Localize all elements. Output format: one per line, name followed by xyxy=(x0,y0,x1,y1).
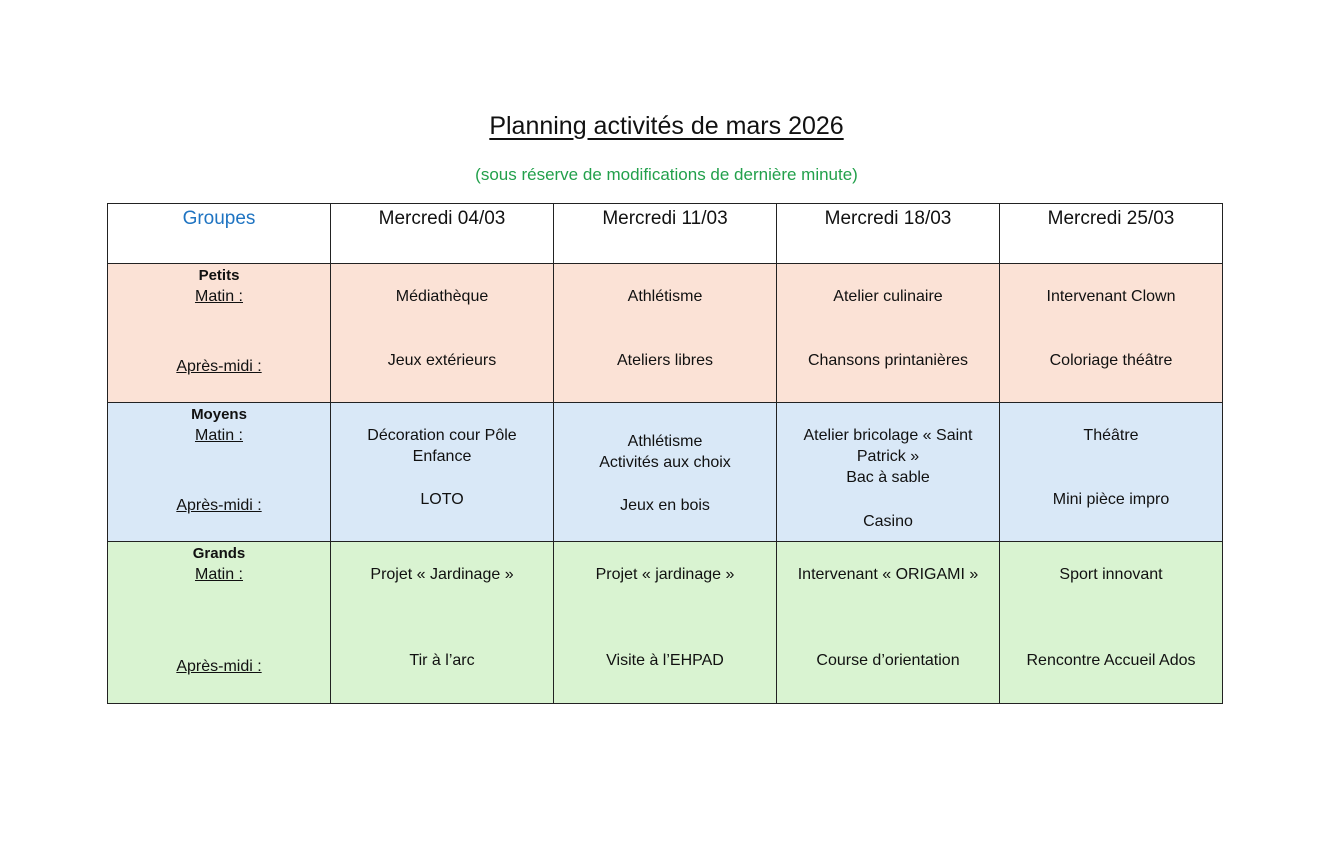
header-day: Mercredi 04/03 xyxy=(331,204,554,264)
group-name: Moyens xyxy=(191,406,247,423)
group-row-moyens xyxy=(108,403,1223,542)
afternoon-activity: Visite à l’EHPAD xyxy=(606,652,724,669)
afternoon-activity: Ateliers libres xyxy=(616,352,714,369)
matin-label: Matin : xyxy=(194,427,243,444)
group-name: Petits xyxy=(198,267,240,284)
morning-activity: Sport innovant xyxy=(1059,566,1163,583)
group-name: Grands xyxy=(192,545,246,562)
activity-cell xyxy=(554,264,777,403)
header-row xyxy=(108,204,1223,264)
morning-activity: Médiathèque xyxy=(395,288,489,305)
afternoon-activity: Casino xyxy=(863,513,913,530)
page-subtitle: (sous réserve de modifications de dernière minute) xyxy=(475,165,858,184)
group-cell xyxy=(108,403,331,542)
afternoon-activity: Coloriage théâtre xyxy=(1049,352,1173,369)
header-groups: Groupes xyxy=(108,204,331,264)
activity-cell xyxy=(331,542,554,704)
activity-cell xyxy=(554,403,777,542)
activity-cell xyxy=(1000,542,1223,704)
activity-cell xyxy=(777,264,1000,403)
apres-midi-label: Après-midi : xyxy=(176,358,262,375)
page-title: Planning activités de mars 2026 xyxy=(489,112,844,140)
afternoon-activity: Jeux en bois xyxy=(620,497,710,514)
group-cell xyxy=(108,264,331,403)
matin-label: Matin : xyxy=(194,288,243,305)
afternoon-activity: Rencontre Accueil Ados xyxy=(1026,652,1196,669)
morning-activity: Projet « Jardinage » xyxy=(370,566,514,583)
morning-activity: Décoration cour Pôle Enfance xyxy=(367,427,517,465)
apres-midi-label: Après-midi : xyxy=(176,497,262,514)
header-day: Mercredi 25/03 xyxy=(1000,204,1223,264)
morning-activity: Atelier culinaire xyxy=(833,288,943,305)
header-day: Mercredi 11/03 xyxy=(554,204,777,264)
apres-midi-label: Après-midi : xyxy=(176,658,262,675)
activity-cell xyxy=(554,542,777,704)
afternoon-activity: Chansons printanières xyxy=(807,352,969,369)
matin-label: Matin : xyxy=(194,566,243,583)
activity-cell xyxy=(1000,403,1223,542)
morning-activity: Athlétisme xyxy=(627,288,703,305)
morning-activity: Théâtre xyxy=(1083,427,1139,444)
activity-cell xyxy=(777,403,1000,542)
afternoon-activity: Mini pièce impro xyxy=(1052,491,1170,508)
header-day: Mercredi 18/03 xyxy=(777,204,1000,264)
activity-cell xyxy=(331,264,554,403)
activity-cell xyxy=(331,403,554,542)
afternoon-activity: LOTO xyxy=(420,491,464,508)
morning-activity: Intervenant Clown xyxy=(1046,288,1176,305)
planning-table xyxy=(107,203,1223,704)
group-row-grands xyxy=(108,542,1223,704)
group-cell xyxy=(108,542,331,704)
afternoon-activity: Jeux extérieurs xyxy=(387,352,497,369)
activity-cell xyxy=(1000,264,1223,403)
group-row-petits xyxy=(108,264,1223,403)
morning-activity: Athlétisme Activités aux choix xyxy=(599,433,731,471)
morning-activity: Projet « jardinage » xyxy=(595,566,735,583)
activity-cell xyxy=(777,542,1000,704)
afternoon-activity: Tir à l’arc xyxy=(409,652,475,669)
morning-activity: Atelier bricolage « Saint Patrick » Bac à sable xyxy=(803,427,973,486)
afternoon-activity: Course d’orientation xyxy=(816,652,960,669)
morning-activity: Intervenant « ORIGAMI » xyxy=(797,566,979,583)
